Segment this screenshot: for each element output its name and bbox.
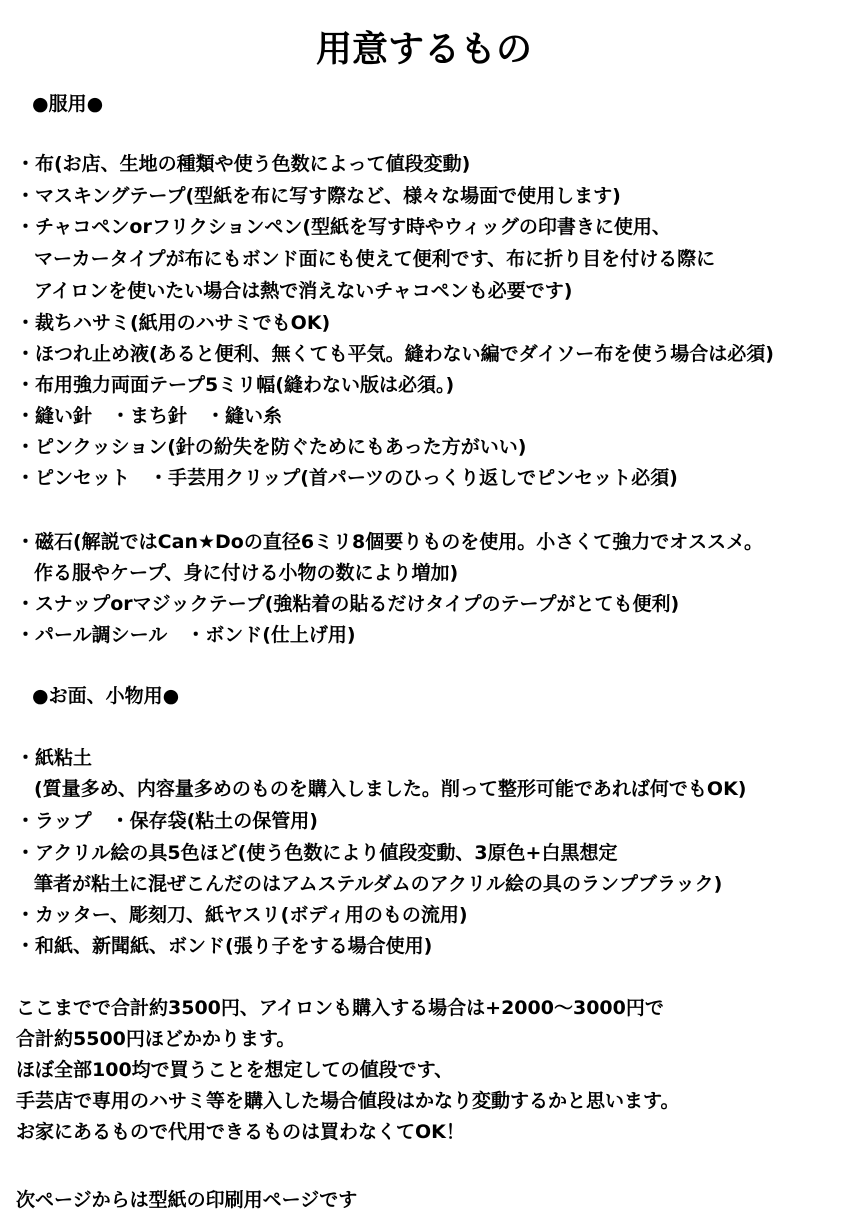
- summary-text-cut: 次ページからは型紙の印刷用ページです: [16, 1189, 358, 1211]
- summary-text: 手芸店で専用のハサミ等を購入した場合値段はかなり変動するかと思います。: [16, 1090, 680, 1112]
- section-heading-masks: ●お面、小物用●: [32, 685, 180, 707]
- summary-text: ここまでで合計約3500円、アイロンも購入する場合は+2000〜3000円で: [16, 997, 664, 1019]
- list-item: ・磁石(解説ではCan★Doの直径6ミリ8個要りものを使用。小さくて強力でオススメ。: [16, 531, 763, 553]
- list-item: ・チャコペンorフリクションペン(型紙を写す時やウィッグの印書きに使用、: [16, 216, 671, 238]
- list-item-continuation: マーカータイプが布にもボンド面にも使えて便利です、布に折り目を付ける際に: [34, 248, 716, 270]
- summary-text: お家にあるもので代用できるものは買わなくてOK！: [16, 1121, 465, 1143]
- section-heading-clothing: ●服用●: [32, 93, 104, 115]
- summary-text: ほぼ全部100均で買うことを想定しての値段です、: [16, 1059, 454, 1081]
- list-item: ・スナップorマジックテープ(強粘着の貼るだけタイプのテープがとても便利): [16, 593, 680, 615]
- list-item: ・布用強力両面テープ5ミリ幅(縫わない版は必須。): [16, 374, 455, 396]
- list-item: ・紙粘土: [16, 747, 93, 769]
- page-title: 用意するもの: [315, 29, 532, 70]
- list-item: ・和紙、新聞紙、ボンド(張り子をする場合使用): [16, 935, 433, 957]
- list-item-continuation: 作る服やケープ、身に付ける小物の数により増加): [34, 562, 459, 584]
- list-item: ・カッター、彫刻刀、紙ヤスリ(ボディ用のもの流用): [16, 904, 468, 926]
- list-item: ・アクリル絵の具5色ほど(使う色数により値段変動、3原色+白黒想定: [16, 842, 618, 864]
- list-item: ・パール調シール ・ボンド(仕上げ用): [16, 624, 356, 646]
- list-item-continuation: (質量多め、内容量多めのものを購入しました。削って整形可能であれば何でもOK): [34, 778, 747, 800]
- summary-text: 合計約5500円ほどかかります。: [16, 1028, 296, 1050]
- list-item: ・裁ちハサミ(紙用のハサミでもOK): [16, 312, 331, 334]
- list-item: ・ほつれ止め液(あると便利、無くても平気。縫わない編でダイソー布を使う場合は必須): [16, 343, 774, 365]
- list-item: ・ピンクッション(針の紛失を防ぐためにもあった方がいい): [16, 436, 527, 458]
- list-item: ・マスキングテープ(型紙を布に写す際など、様々な場面で使用します): [16, 185, 621, 207]
- list-item: ・ラップ ・保存袋(粘土の保管用): [16, 810, 318, 832]
- list-item: ・布(お店、生地の種類や使う色数によって値段変動): [16, 153, 471, 175]
- list-item-continuation: アイロンを使いたい場合は熱で消えないチャコペンも必要です): [34, 280, 573, 302]
- list-item-continuation: 筆者が粘土に混ぜこんだのはアムステルダムのアクリル絵の具のランプブラック): [34, 873, 723, 895]
- list-item: ・縫い針 ・まち針 ・縫い糸: [16, 405, 283, 427]
- list-item: ・ピンセット ・手芸用クリップ(首パーツのひっくり返しでピンセット必須): [16, 467, 678, 489]
- cut-off-line: [16, 1186, 436, 1211]
